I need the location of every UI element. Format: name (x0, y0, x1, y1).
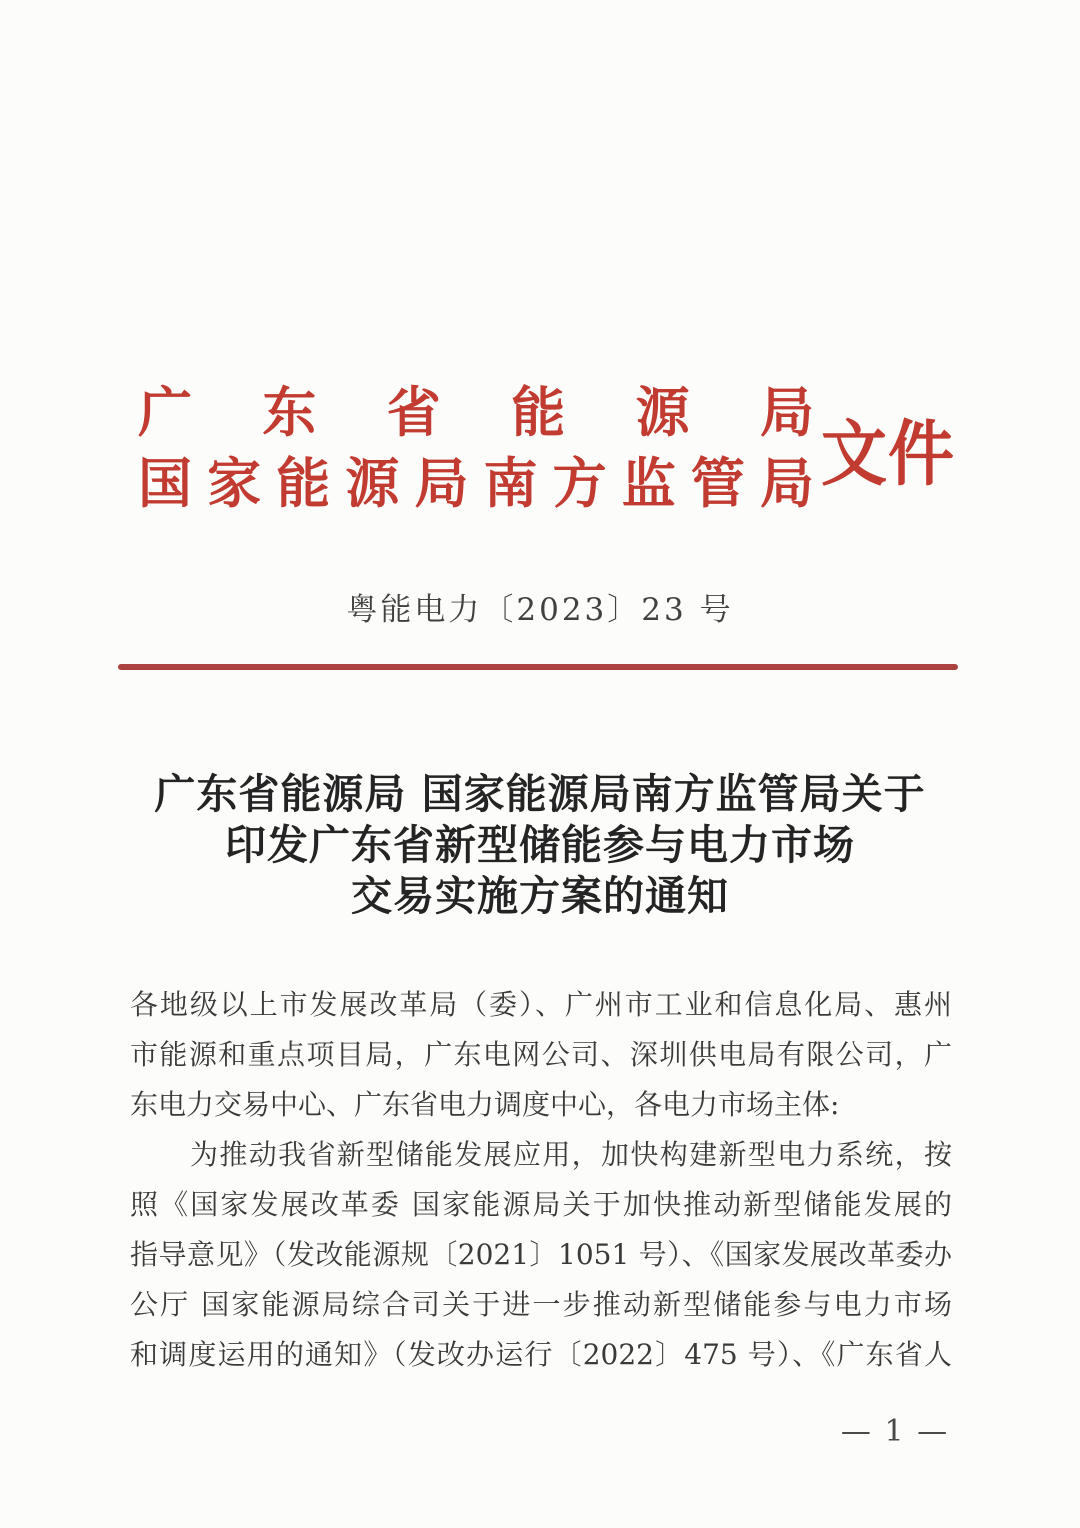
letterhead-document-label: 文件 (821, 411, 955, 496)
title-line-2: 印发广东省新型储能参与电力市场 (225, 821, 855, 869)
page-number: — 1 — (840, 1414, 950, 1449)
body-line: 各地级以上市发展改革局（委）、广州市工业和信息化局、惠州 (130, 988, 952, 1021)
agency-name-line2: 国家能源局南方监管局 (138, 451, 814, 516)
document-number: 粤能电力〔2023〕23 号 (346, 592, 734, 628)
body-line: 东电力交易中心、广东省电力调度中心，各电力市场主体: (130, 1088, 840, 1121)
body-line: 为推动我省新型储能发展应用，加快构建新型电力系统，按 (190, 1138, 952, 1171)
document-body (130, 980, 952, 1380)
title-line-1: 广东省能源局 国家能源局南方监管局关于 (154, 770, 926, 818)
body-line: 照《国家发展改革委 国家能源局关于加快推动新型储能发展的 (130, 1188, 952, 1221)
body-line: 公厅 国家能源局综合司关于进一步推动新型储能参与电力市场 (130, 1288, 952, 1321)
body-line: 指导意见》（发改能源规〔2021〕1051 号）、《国家发展改革委办 (130, 1238, 952, 1271)
body-line: 市能源和重点项目局，广东电网公司、深圳供电局有限公司，广 (130, 1038, 952, 1071)
letterhead (138, 380, 962, 516)
document-title (0, 769, 1080, 922)
agency-name-line1: 广东省能源局 (138, 380, 814, 444)
title-line-3: 交易实施方案的通知 (351, 872, 729, 920)
red-divider-line (118, 664, 958, 670)
letterhead-agency-lines (138, 380, 814, 516)
body-line: 和调度运用的通知》（发改办运行〔2022〕475 号）、《广东省人 (130, 1338, 952, 1371)
